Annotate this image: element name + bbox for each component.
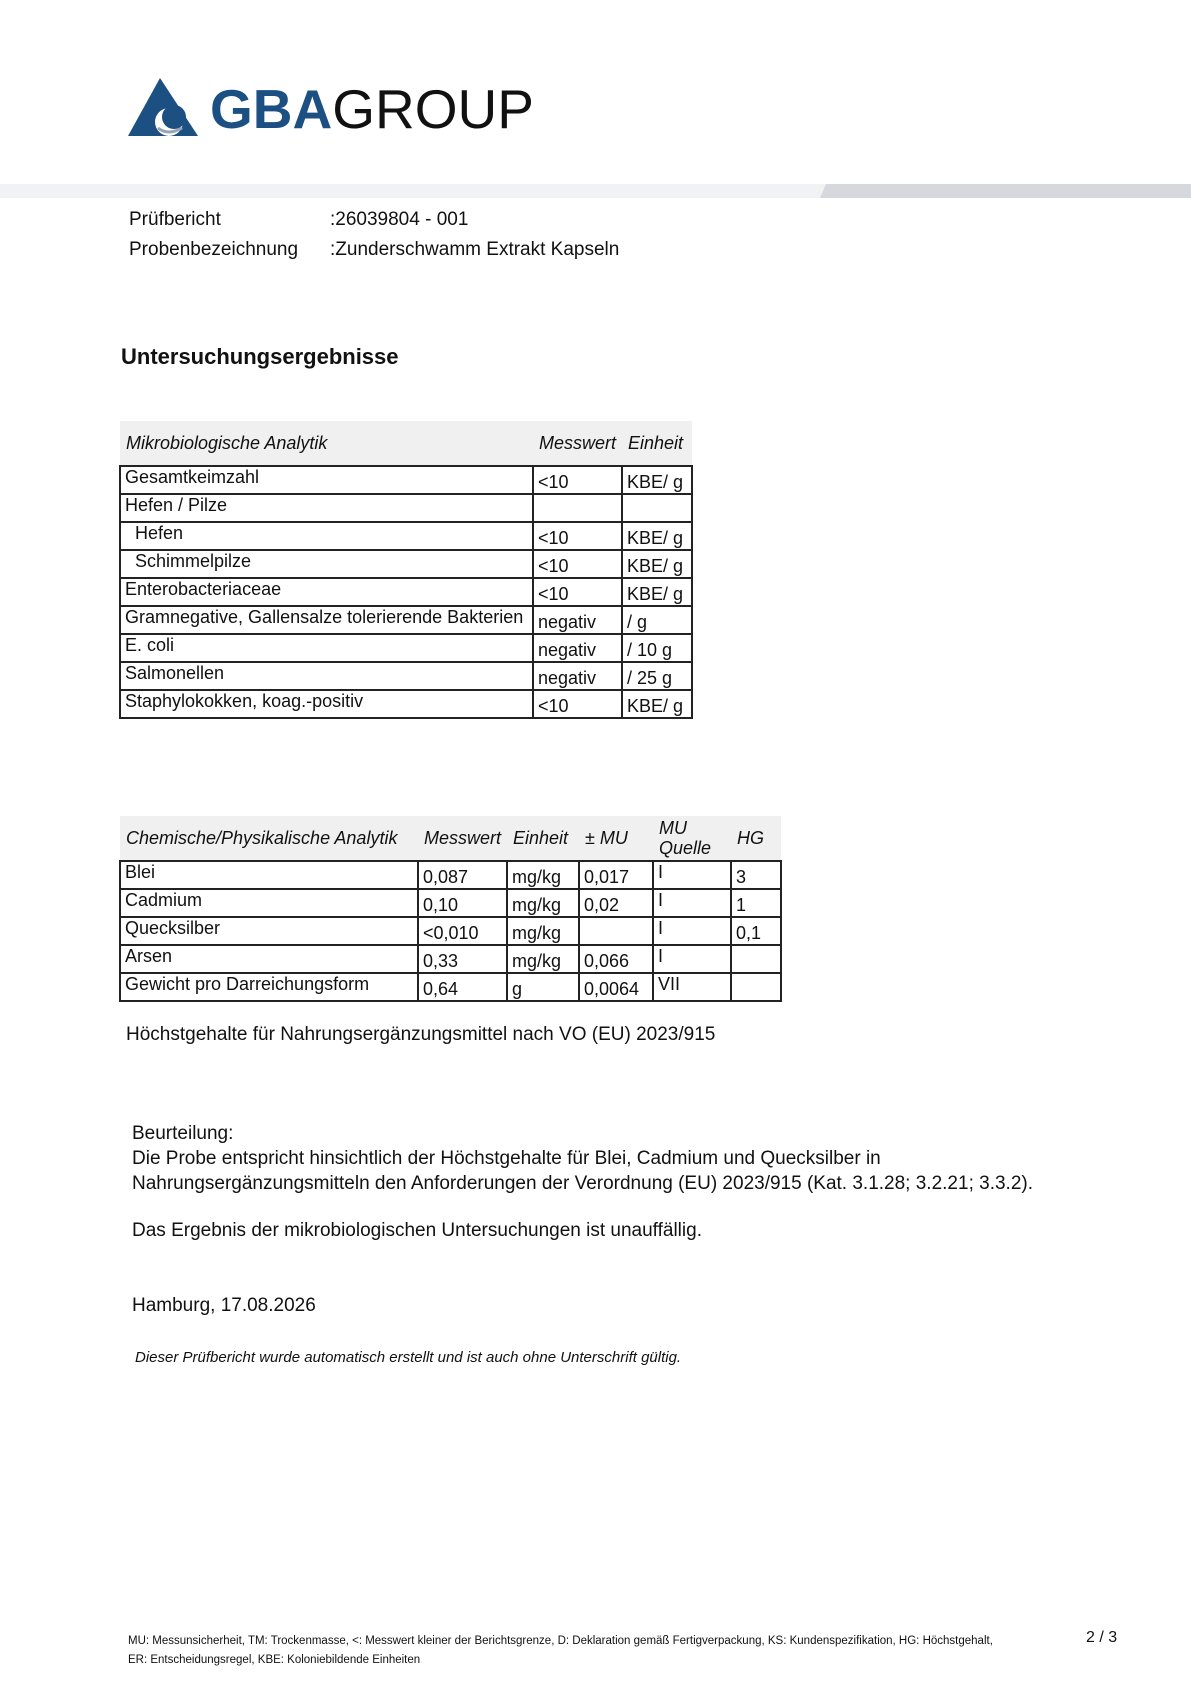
micro-analysis-cell: Gramnegative, Gallensalze tolerierende Bakterien (120, 606, 533, 634)
chem-mu-cell: 0,0064 (579, 973, 653, 1001)
micro-analysis-cell: Staphylokokken, koag.-positiv (120, 690, 533, 718)
micro-table (119, 421, 693, 719)
micro-row (120, 466, 692, 494)
report-number-label: Prüfbericht (129, 209, 221, 230)
micro-analysis-cell: Enterobacteriaceae (120, 578, 533, 606)
chem-header-hg: HG (731, 816, 781, 861)
micro-row (120, 578, 692, 606)
chem-analysis-cell: Arsen (120, 945, 418, 973)
sample-name-label: Probenbezeichnung (129, 239, 299, 260)
micro-header-row (120, 421, 692, 466)
micro-value-cell: <10 (533, 522, 622, 550)
chem-value-cell: 0,33 (418, 945, 507, 973)
chem-header-analysis: Chemische/Physikalische Analytik (120, 816, 418, 861)
logo-text-group: GROUP (332, 77, 534, 140)
chem-table (119, 816, 782, 1002)
micro-unit-cell: KBE/ g (622, 690, 692, 718)
chem-row (120, 889, 781, 917)
assessment-block (132, 1121, 1033, 1243)
chem-mu-source-cell: I (653, 861, 731, 889)
footer-legend-line-2: ER: Entscheidungsregel, KBE: Koloniebildende Einheiten (128, 1654, 421, 1666)
chem-analysis-cell: Blei (120, 861, 418, 889)
micro-unit-cell: KBE/ g (622, 578, 692, 606)
micro-row (120, 690, 692, 718)
chem-analysis-cell: Quecksilber (120, 917, 418, 945)
micro-unit-cell: KBE/ g (622, 466, 692, 494)
micro-analysis-cell: Gesamtkeimzahl (120, 466, 533, 494)
micro-header-analysis: Mikrobiologische Analytik (120, 421, 533, 466)
chem-mu-cell: 0,02 (579, 889, 653, 917)
assessment-line-1: Die Probe entspricht hinsichtlich der Höchstgehalte für Blei, Cadmium und Quecksilber in (132, 1148, 881, 1169)
header-band-dark (820, 184, 1191, 198)
micro-value-cell: negativ (533, 634, 622, 662)
micro-unit-cell: KBE/ g (622, 522, 692, 550)
chem-header-value: Messwert (418, 816, 507, 861)
micro-value-cell: <10 (533, 690, 622, 718)
chem-hg-cell: 1 (731, 889, 781, 917)
chem-header-unit: Einheit (507, 816, 579, 861)
chem-unit-cell: mg/kg (507, 861, 579, 889)
chem-unit-cell: mg/kg (507, 889, 579, 917)
chem-mu-cell: 0,066 (579, 945, 653, 973)
chem-row (120, 917, 781, 945)
chem-row (120, 973, 781, 1001)
chem-header-mu-source: MU Quelle (653, 816, 731, 861)
micro-analysis-cell: E. coli (120, 634, 533, 662)
section-title: Untersuchungsergebnisse (121, 344, 399, 369)
chem-unit-cell: g (507, 973, 579, 1001)
place-date: Hamburg, 17.08.2026 (132, 1295, 316, 1316)
chem-analysis-cell: Cadmium (120, 889, 418, 917)
chem-table-body (120, 861, 781, 1001)
chem-row (120, 945, 781, 973)
micro-analysis-cell: Salmonellen (120, 662, 533, 690)
header-band (0, 184, 1191, 198)
micro-value-cell: <10 (533, 578, 622, 606)
micro-analysis-cell: Hefen / Pilze (120, 494, 533, 522)
chem-unit-cell: mg/kg (507, 945, 579, 973)
micro-value-cell: <10 (533, 466, 622, 494)
micro-value-cell: negativ (533, 606, 622, 634)
micro-row (120, 522, 692, 550)
chem-row (120, 861, 781, 889)
chem-mu-source-cell: VII (653, 973, 731, 1001)
gba-group-logo (128, 74, 534, 144)
assessment-spacer (132, 1196, 1033, 1218)
chem-header-mu: ± MU (579, 816, 653, 861)
chem-analysis-cell: Gewicht pro Darreichungsform (120, 973, 418, 1001)
chem-value-cell: 0,10 (418, 889, 507, 917)
assessment-line-3: Das Ergebnis der mikrobiologischen Untersuchungen ist unauffällig. (132, 1220, 702, 1241)
chem-mu-source-cell: I (653, 917, 731, 945)
footer-legend-line-1: MU: Messunsicherheit, TM: Trockenmasse, <: Messwert kleiner der Berichtsgrenze, D: Deklaration gemäß Fertigverpackung, KS: Kundenspezifikation, HG: Höchstgehalt, (128, 1635, 993, 1647)
micro-row (120, 550, 692, 578)
micro-row (120, 662, 692, 690)
assessment-line-2: Nahrungsergänzungsmitteln den Anforderungen der Verordnung (EU) 2023/915 (Kat. 3.1.28; 3.2.21; 3.3.2). (132, 1173, 1033, 1194)
logo-wordmark (210, 77, 534, 140)
chem-hg-cell (731, 973, 781, 1001)
gba-triangle-icon (128, 78, 198, 140)
chem-mu-source-cell: I (653, 945, 731, 973)
sample-name-value: :Zunderschwamm Extrakt Kapseln (330, 239, 620, 260)
chem-value-cell: 0,087 (418, 861, 507, 889)
chem-hg-cell: 3 (731, 861, 781, 889)
micro-analysis-cell: Hefen (120, 522, 533, 550)
micro-unit-cell: / 10 g (622, 634, 692, 662)
chem-hg-cell (731, 945, 781, 973)
micro-row (120, 494, 692, 522)
micro-unit-cell: / g (622, 606, 692, 634)
micro-table-body (120, 466, 692, 718)
chem-mu-source-cell: I (653, 889, 731, 917)
micro-unit-cell: KBE/ g (622, 550, 692, 578)
micro-row (120, 634, 692, 662)
chem-mu-cell: 0,017 (579, 861, 653, 889)
micro-header-value: Messwert (533, 421, 622, 466)
page-number: 2 / 3 (1086, 1629, 1118, 1646)
micro-analysis-cell: Schimmelpilze (120, 550, 533, 578)
disclaimer: Dieser Prüfbericht wurde automatisch erstellt und ist auch ohne Unterschrift gültig. (135, 1349, 682, 1366)
chem-unit-cell: mg/kg (507, 917, 579, 945)
footer-legend (128, 1632, 993, 1670)
micro-unit-cell (622, 494, 692, 522)
chem-value-cell: 0,64 (418, 973, 507, 1001)
logo-text-gba: GBA (210, 77, 333, 140)
assessment-title: Beurteilung: (132, 1123, 234, 1144)
chem-value-cell: <0,010 (418, 917, 507, 945)
micro-unit-cell: / 25 g (622, 662, 692, 690)
chem-mu-cell (579, 917, 653, 945)
micro-value-cell (533, 494, 622, 522)
max-levels-note: Höchstgehalte für Nahrungsergänzungsmittel nach VO (EU) 2023/915 (126, 1024, 716, 1045)
chem-hg-cell: 0,1 (731, 917, 781, 945)
micro-value-cell: <10 (533, 550, 622, 578)
micro-value-cell: negativ (533, 662, 622, 690)
chem-header-row (120, 816, 781, 861)
report-number-value: :26039804 - 001 (330, 209, 469, 230)
micro-row (120, 606, 692, 634)
micro-header-unit: Einheit (622, 421, 692, 466)
